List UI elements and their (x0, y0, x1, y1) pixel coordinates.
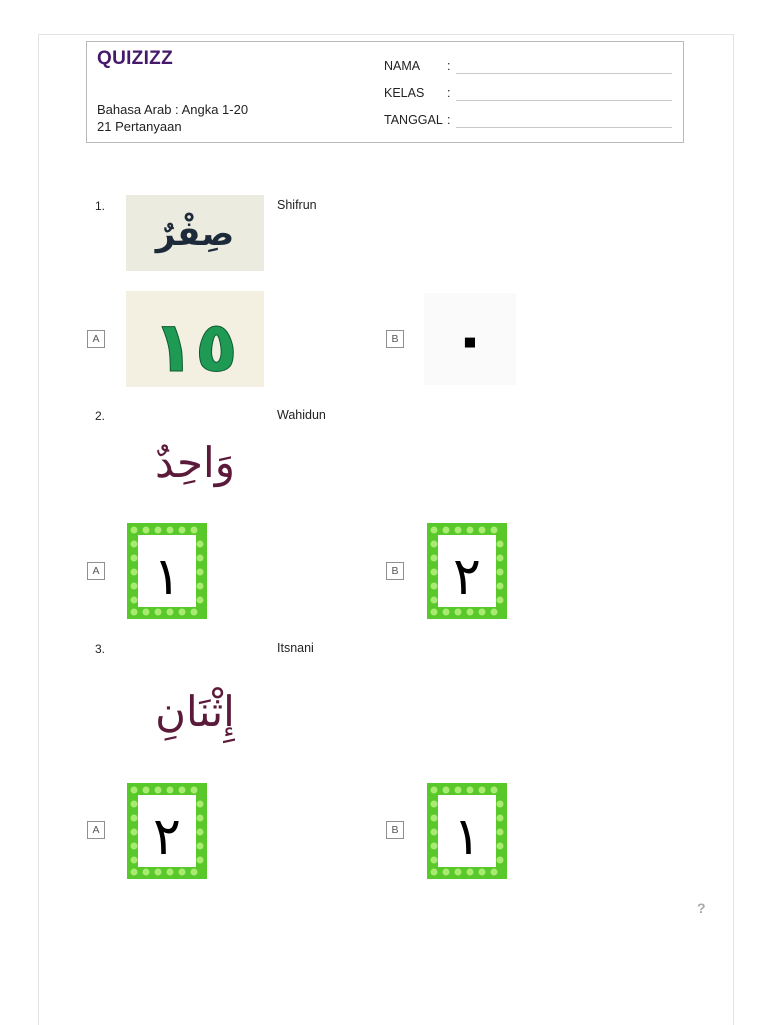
name-blank-line[interactable] (456, 73, 672, 74)
question-1-option-a-image[interactable] (126, 291, 264, 387)
question-2-option-b-image[interactable] (426, 522, 508, 620)
question-3-option-a-numeral: ٢ (153, 807, 181, 867)
date-colon: : (447, 113, 451, 127)
question-1-arabic-word: صِفْرٌ (155, 214, 235, 254)
quizizz-logo: QUIZIZZ (97, 48, 173, 69)
question-3-text: Itsnani (277, 641, 314, 655)
question-3-option-b-numeral: ١ (453, 807, 481, 867)
name-label: NAMA (384, 59, 421, 73)
question-1-number: 1. (95, 199, 106, 213)
question-3-arabic-word: إِثْنَانِ (155, 687, 235, 736)
name-colon: : (447, 59, 451, 73)
question-2-arabic-word: وَاحِدٌ (155, 438, 235, 487)
question-3-option-b-image[interactable] (426, 782, 508, 880)
worksheet-header (86, 41, 684, 143)
help-icon[interactable]: ? (697, 900, 706, 916)
question-3-option-b-letter[interactable]: B (386, 821, 404, 839)
question-2-number: 2. (95, 409, 106, 423)
question-1-option-b-letter[interactable]: B (386, 330, 404, 348)
class-colon: : (447, 86, 451, 100)
question-3-number: 3. (95, 642, 106, 656)
question-2-option-a-numeral: ١ (153, 547, 181, 607)
class-blank-line[interactable] (456, 100, 672, 101)
question-1-text: Shifrun (277, 198, 317, 212)
question-2-option-b-numeral: ٢ (453, 547, 481, 607)
class-label: KELAS (384, 86, 425, 100)
question-1-option-a-letter[interactable]: A (87, 330, 105, 348)
question-1-option-b-image[interactable] (424, 293, 516, 385)
question-2-text: Wahidun (277, 408, 326, 422)
date-blank-line[interactable] (456, 127, 672, 128)
question-2-image (126, 405, 264, 503)
question-3-option-a-image[interactable] (126, 782, 208, 880)
question-3-option-a-letter[interactable]: A (87, 821, 105, 839)
date-label: TANGGAL (384, 113, 443, 127)
question-1-image (126, 195, 264, 271)
question-3-image (126, 638, 264, 758)
question-2-option-b-letter[interactable]: B (386, 562, 404, 580)
question-count: 21 Pertanyaan (97, 119, 182, 134)
question-2-option-a-image[interactable] (126, 522, 208, 620)
question-1-option-a-numeral: ١٥ (152, 306, 238, 387)
quiz-title: Bahasa Arab : Angka 1-20 (97, 102, 249, 117)
question-1-option-b-numeral: ٠ (452, 305, 488, 373)
question-2-option-a-letter[interactable]: A (87, 562, 105, 580)
